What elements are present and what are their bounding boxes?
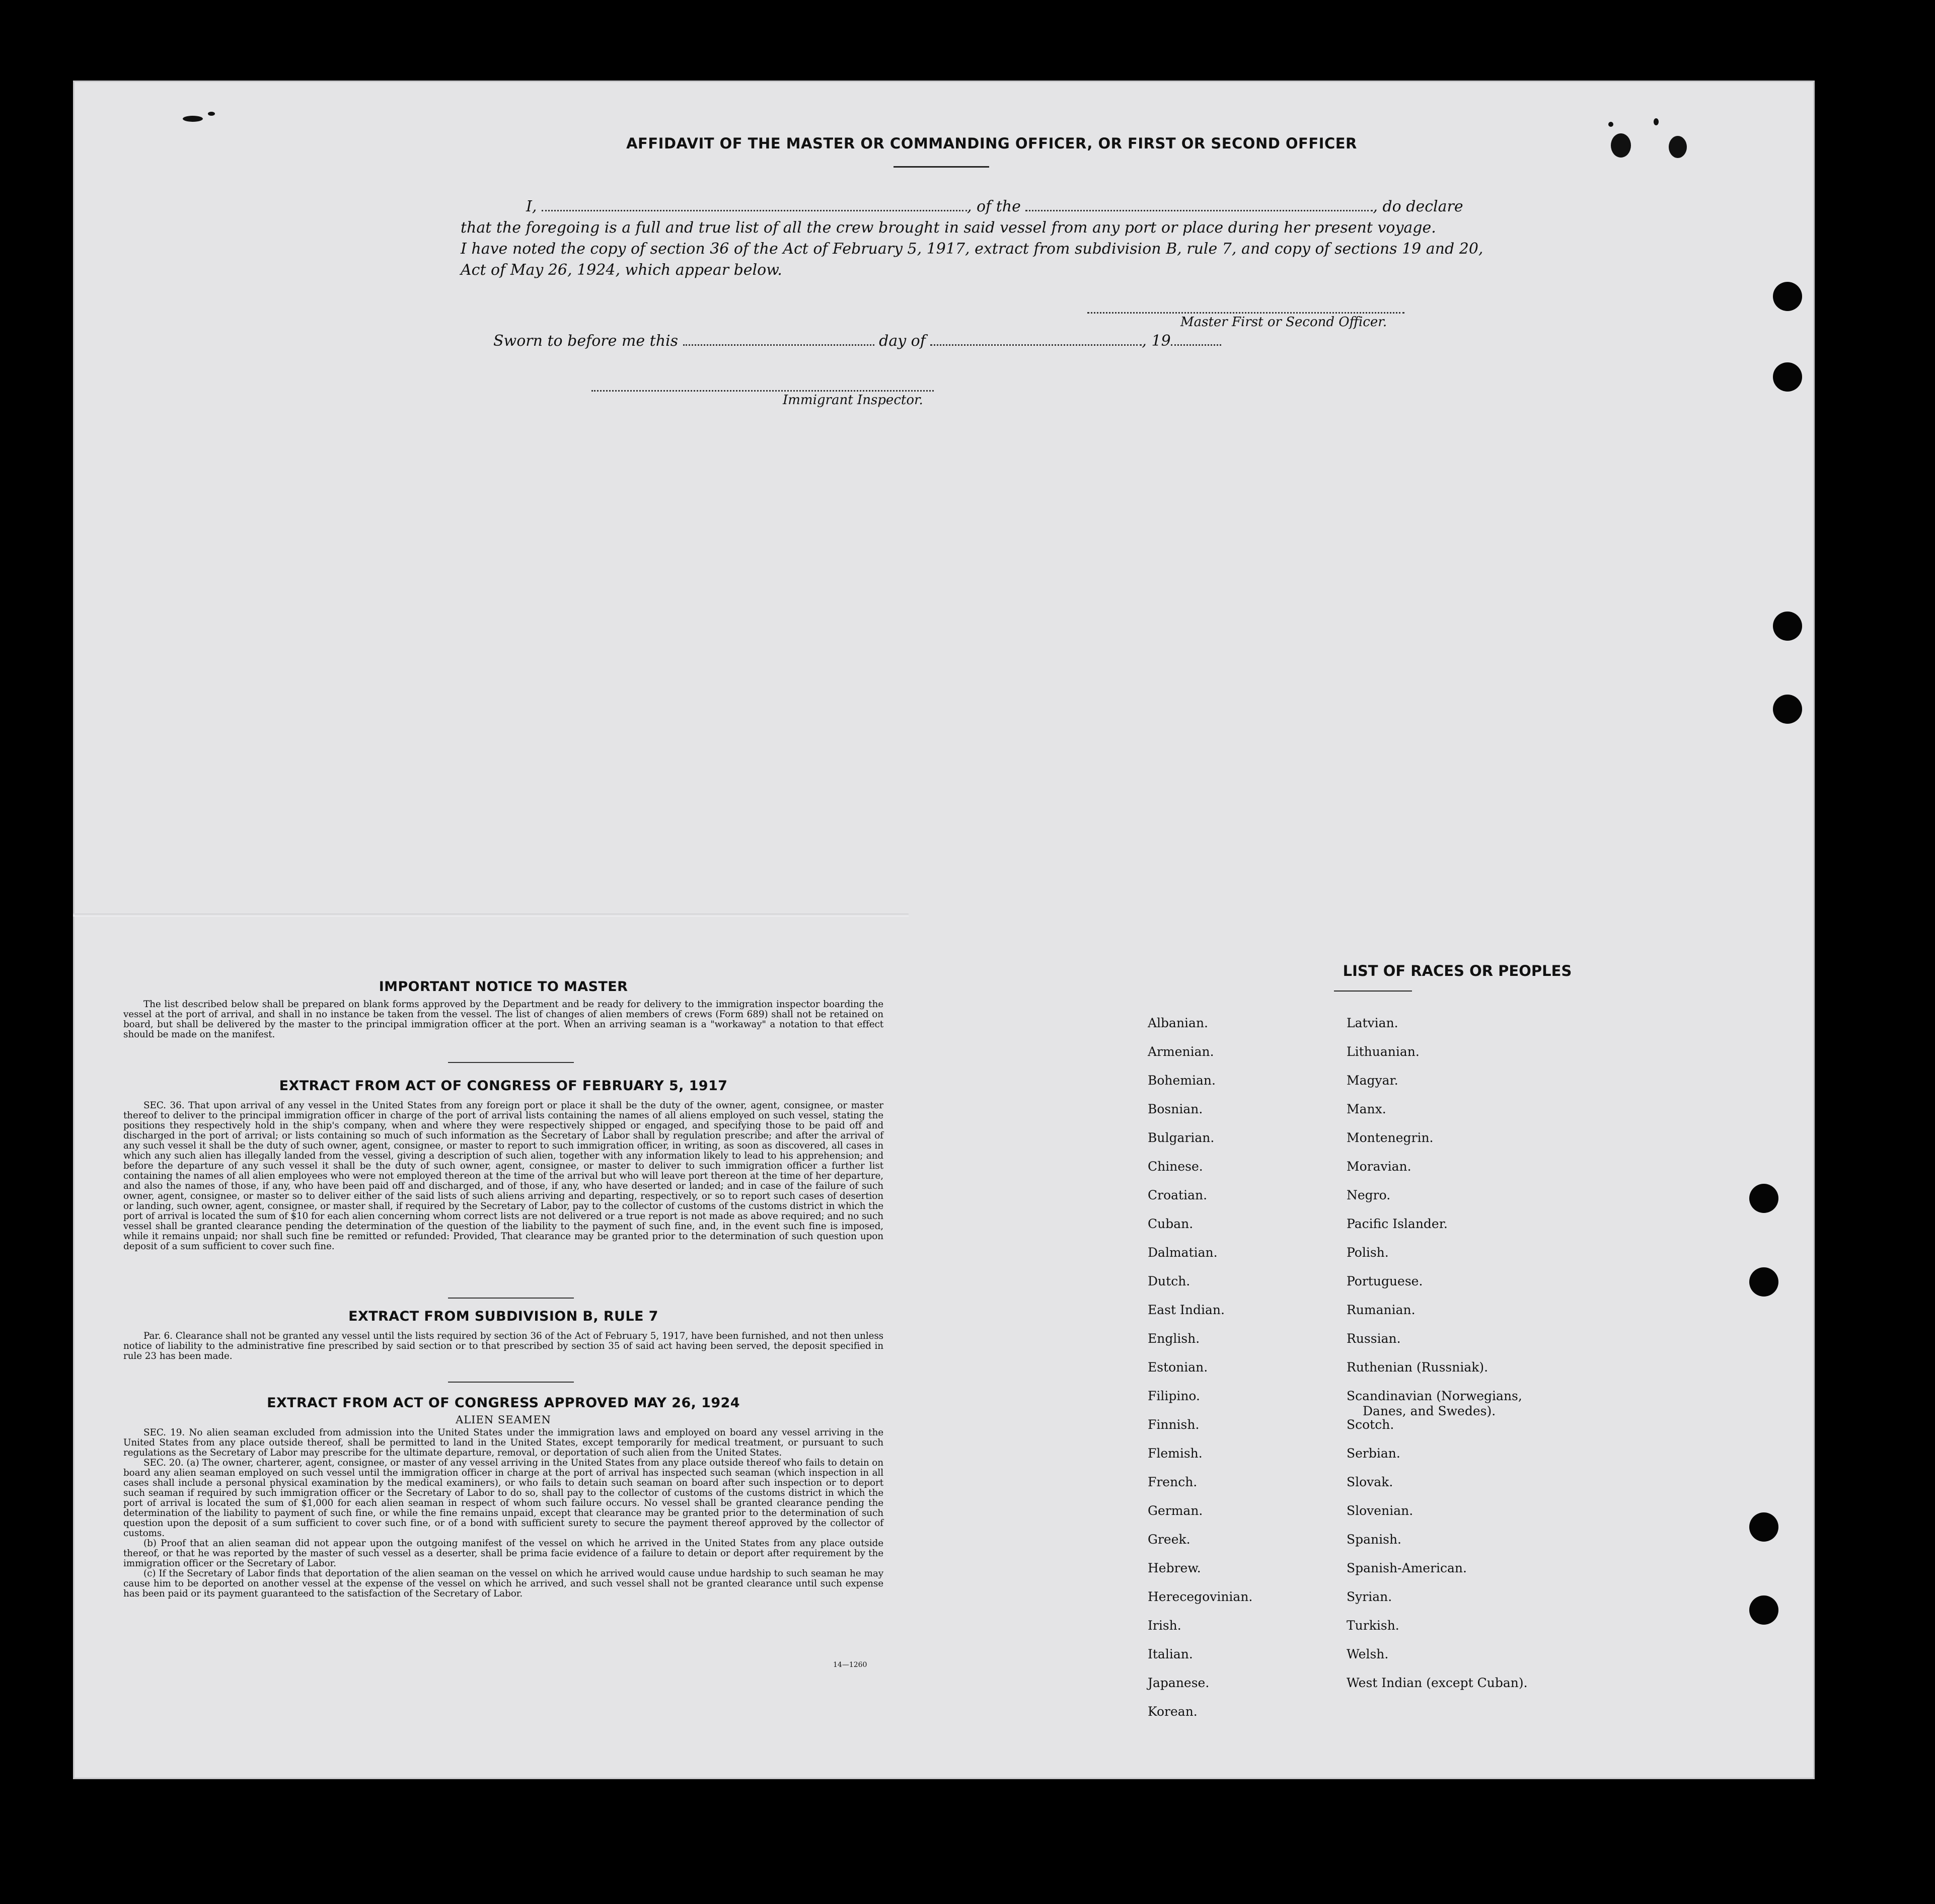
act-1924-sec-20b: (b) Proof that an alien seaman did not appear upon the outgoing manifest of the vessel on which he arrived in the United States from any place outside thereof, or that he was reported by the master of such vessel as a deserter, shall be prima facie evidence of a failure to detain or deport after requirement by the immigration officer or the Secretary of Labor. <box>123 1538 883 1569</box>
race-item: Slovak. <box>1347 1475 1393 1489</box>
sworn-line <box>493 332 1221 350</box>
race-item: Turkish. <box>1347 1618 1399 1633</box>
sworn-month-blank[interactable] <box>930 332 1142 346</box>
affidavit-body <box>461 196 1483 281</box>
ink-blot <box>1611 133 1631 158</box>
notice-title: IMPORTANT NOTICE TO MASTER <box>379 979 628 995</box>
race-item: Portuguese. <box>1347 1274 1423 1288</box>
alien-seamen-subtitle: ALIEN SEAMEN <box>456 1414 551 1426</box>
act-1917-body: SEC. 36. That upon arrival of any vessel in the United States from any foreign port or place it shall be the duty of the owner, agent, consignee, or master thereof to deliver to the principal immigration officer in charge of the port of arrival lists containing the names of all aliens employed on such vessel, stating the positions they respectively hold in the ship's company, when and where they were respectively shipped or engaged, and specifying those to be paid off and discharged in the port of arrival; or lists containing so much of such information as the Secretary of Labor shall by regulation prescribe; and after the arrival of any such vessel it shall be the duty of such owner, agent, consignee, or master to report to such immigration officer, in writing, as soon as discovered, all cases in which any such alien has illegally landed from the vessel, giving a description of such alien, together with any information likely to lead to his apprehension; and before the departure of any such vessel it shall be the duty of such owner, agent, consignee, or master to deliver to such immigration officer a further list containing the names of all alien employees who were not employed thereon at the time of the arrival but who will leave port thereon at the time of her departure, and also the names of those, if any, who have been paid off and discharged, and of those, if any, who have deserted or landed; and in case of the failure of such owner, agent, consignee, or master so to deliver either of the said lists of such aliens arriving and departing, respectively, or so to report such cases of desertion or landing, such owner, agent, consignee, or master shall, if required by the Secretary of Labor, pay to the collector of customs of the customs district in which the port of arrival is located the sum of $10 for each alien concerning whom correct lists are not delivered or a true report is not made as above required; and no such vessel shall be granted clearance pending the determination of the question of the liability to the payment of such fine, and, in the event such fine is imposed, while it remains unpaid; nor shall such fine be remitted or refunded: Provided, That clearance may be granted prior to the determination of such question upon deposit of a sum sufficient to cover such fine. <box>123 1100 883 1252</box>
section-rule <box>448 1298 574 1299</box>
race-item: Hebrew. <box>1148 1561 1201 1575</box>
punch-hole <box>1773 695 1802 724</box>
race-item: Slovenian. <box>1347 1503 1413 1518</box>
race-item: Cuban. <box>1148 1216 1194 1231</box>
punch-hole <box>1749 1184 1778 1213</box>
race-item: Russian. <box>1347 1331 1401 1346</box>
race-item: Ruthenian (Russniak). <box>1347 1360 1489 1375</box>
affidavit-of-the: , of the <box>966 198 1021 215</box>
races-title: LIST OF RACES OR PEOPLES <box>1343 962 1572 979</box>
name-blank[interactable] <box>542 198 967 211</box>
race-item: Polish. <box>1347 1245 1389 1260</box>
affidavit-do-declare: , do declare <box>1373 198 1463 215</box>
sworn-year-prefix: , 19 <box>1142 332 1171 350</box>
race-item: Scandinavian (Norwegians, <box>1347 1389 1522 1403</box>
ink-smudge <box>183 116 203 122</box>
affidavit-line-3: I have noted the copy of section 36 of the Act of February 5, 1917, extract from subdivision B, rule 7, and copy of sections 19 and 20, <box>461 240 1483 258</box>
race-item: Bohemian. <box>1148 1073 1216 1088</box>
race-item: Filipino. <box>1148 1389 1200 1403</box>
race-item: Japanese. <box>1148 1675 1210 1690</box>
race-item: English. <box>1148 1331 1200 1346</box>
race-item: Finnish. <box>1148 1417 1200 1432</box>
race-item: Croatian. <box>1148 1188 1208 1202</box>
affidavit-title: AFFIDAVIT OF THE MASTER OR COMMANDING OFFICER, OR FIRST OR SECOND OFFICER <box>626 135 1357 152</box>
document-sheet <box>73 81 1815 1779</box>
paper-fold <box>73 913 909 917</box>
race-item: Manx. <box>1347 1102 1386 1116</box>
race-item: Estonian. <box>1148 1360 1208 1375</box>
race-item: Welsh. <box>1347 1647 1389 1661</box>
act-1924-title: EXTRACT FROM ACT OF CONGRESS APPROVED MAY 26, 1924 <box>267 1395 740 1411</box>
race-item: Scotch. <box>1347 1417 1394 1432</box>
race-item: Flemish. <box>1148 1446 1203 1461</box>
race-item: Spanish. <box>1347 1532 1402 1547</box>
race-item: Bosnian. <box>1148 1102 1203 1116</box>
act-1924-section <box>123 1395 883 1599</box>
race-item: East Indian. <box>1148 1303 1225 1317</box>
race-item: Montenegrin. <box>1347 1130 1434 1145</box>
inspector-signature-label: Immigrant Inspector. <box>783 393 923 408</box>
notice-body: The list described below shall be prepared on blank forms approved by the Department and be ready for delivery to the immigration inspector boarding the vessel at the port of arrival, and shall in no instance be taken from the vessel. The list of changes of alien members of crews (Form 689) shall not be retained on board, but shall be delivered by the master to the principal immigration officer at the port. When an arriving seaman is a "workaway" a notation to that effect should be made on the manifest. <box>123 999 883 1040</box>
race-item: Syrian. <box>1347 1589 1392 1604</box>
race-item: Rumanian. <box>1347 1303 1416 1317</box>
race-item: Serbian. <box>1347 1446 1400 1461</box>
act-1924-sec-19: SEC. 19. No alien seaman excluded from admission into the United States under the immigration laws and employed on board any vessel arriving in the United States from any place outside thereof, shall be permitted to land in the United States, except temporarily for medical treatment, or pursuant to such regulations as the Secretary of Labor may prescribe for the ultimate departure, removal, or deportation of such alien from the United States. <box>123 1427 883 1458</box>
race-item: Latvian. <box>1347 1016 1398 1030</box>
race-item: Lithuanian. <box>1347 1044 1420 1059</box>
race-item: Albanian. <box>1148 1016 1209 1030</box>
race-item: Pacific Islander. <box>1347 1216 1448 1231</box>
race-item: Danes, and Swedes). <box>1363 1404 1496 1418</box>
important-notice <box>123 979 883 1040</box>
race-item: Irish. <box>1148 1618 1181 1633</box>
act-1924-sec-20a: SEC. 20. (a) The owner, charterer, agent, consignee, or master of any vessel arriving in the United States from any place outside thereof who fails to detain on board any alien seaman employed on such vessel until the immigration officer in charge at the port of arrival has inspected such seaman (which inspection in all cases shall include a personal physical examination by the medical examiners), or who fails to detain such seaman on board after such inspection or to deport such seaman if required by such immigration officer or the Secretary of Labor to do so, shall pay to the collector of customs of the customs district in which the port of arrival is located the sum of $1,000 for each alien seaman in respect of whom such failure occurs. No vessel shall be granted clearance pending the determination of the liability to payment of such fine, or while the fine remains unpaid, except that clearance may be granted prior to the determination of such question upon the deposit of a sum sufficient to cover such fine, or of a bond with sufficient surety to secure the payment thereof approved by the collector of customs. <box>123 1458 883 1539</box>
race-item: French. <box>1148 1475 1198 1489</box>
title-rule <box>894 166 989 168</box>
race-item: Korean. <box>1148 1704 1198 1719</box>
race-item: West Indian (except Cuban). <box>1347 1675 1528 1690</box>
rule-7-body: Par. 6. Clearance shall not be granted any vessel until the lists required by section 36 of the Act of February 5, 1917, have been furnished, and not then unless notice of liability to the administrative fine prescribed by said section or to that prescribed by section 35 of said act having been served, the deposit specified in rule 23 has been made. <box>123 1331 883 1361</box>
race-item: Magyar. <box>1347 1073 1398 1088</box>
punch-hole <box>1749 1595 1778 1625</box>
races-title-rule <box>1334 991 1412 992</box>
rule-7-section <box>123 1309 883 1361</box>
inspector-signature-line[interactable] <box>591 390 934 392</box>
race-item: Italian. <box>1148 1647 1193 1661</box>
race-item: Herecegovinian. <box>1148 1589 1253 1604</box>
punch-hole <box>1773 362 1802 392</box>
ink-blot <box>1669 136 1687 158</box>
ink-smudge <box>208 112 215 116</box>
punch-hole <box>1773 282 1802 311</box>
form-number: 14—1260 <box>833 1661 867 1669</box>
master-signature-label: Master First or Second Officer. <box>1180 315 1387 330</box>
race-item: Dutch. <box>1148 1274 1190 1288</box>
affidavit-line-2: that the foregoing is a full and true list of all the crew brought in said vessel from any port or place during her present voyage. <box>461 219 1436 237</box>
sworn-day-of: day of <box>879 332 926 350</box>
sworn-prefix: Sworn to before me this <box>493 332 679 350</box>
vessel-blank[interactable] <box>1025 198 1373 211</box>
race-item: German. <box>1148 1503 1203 1518</box>
race-item: Dalmatian. <box>1148 1245 1218 1260</box>
race-item: Bulgarian. <box>1148 1130 1215 1145</box>
affidavit-line-4: Act of May 26, 1924, which appear below. <box>461 261 782 279</box>
master-signature-line[interactable] <box>1087 312 1404 314</box>
section-rule <box>448 1382 574 1383</box>
rule-7-title: EXTRACT FROM SUBDIVISION B, RULE 7 <box>348 1309 658 1324</box>
sworn-year-blank[interactable] <box>1171 332 1221 346</box>
punch-hole <box>1749 1267 1778 1297</box>
act-1917-title: EXTRACT FROM ACT OF CONGRESS OF FEBRUARY 5, 1917 <box>279 1078 728 1094</box>
race-item: Spanish-American. <box>1347 1561 1467 1575</box>
act-1924-sec-20c: (c) If the Secretary of Labor finds that deportation of the alien seaman on the vessel on which he arrived would cause undue hardship to such seaman he may cause him to be deported on another vessel at the expense of the vessel on which he arrived, and such vessel shall not be granted clearance until such expense has been paid or its payment guaranteed to the satisfaction of the Secretary of Labor. <box>123 1568 883 1599</box>
act-1917-section <box>123 1078 883 1252</box>
ink-smudge <box>1654 118 1659 125</box>
sworn-day-blank[interactable] <box>683 332 874 346</box>
ink-smudge <box>1608 122 1613 127</box>
section-rule <box>448 1062 574 1063</box>
race-item: Negro. <box>1347 1188 1391 1202</box>
punch-hole <box>1749 1512 1778 1542</box>
race-item: Moravian. <box>1347 1159 1411 1174</box>
race-item: Armenian. <box>1148 1044 1214 1059</box>
affidavit-i: I, <box>526 198 537 215</box>
race-item: Chinese. <box>1148 1159 1203 1174</box>
punch-hole <box>1773 612 1802 641</box>
race-item: Greek. <box>1148 1532 1190 1547</box>
